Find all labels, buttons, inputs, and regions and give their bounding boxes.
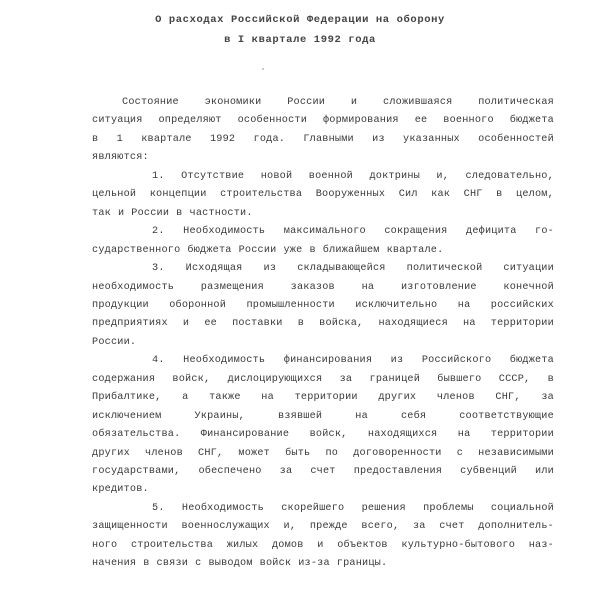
word: территории	[490, 318, 554, 330]
word: Главными	[303, 133, 354, 145]
word: продукции	[92, 299, 149, 311]
word: связи	[156, 558, 189, 570]
word: строительства	[130, 539, 214, 551]
word: предоставления	[353, 466, 443, 477]
text-line	[92, 539, 554, 553]
word: необходимость	[92, 281, 175, 293]
word: года.	[253, 133, 286, 145]
word: из-за	[298, 558, 330, 570]
word: других	[92, 447, 130, 459]
word: исключением	[92, 410, 162, 422]
text-line	[92, 133, 554, 147]
word: обязательства.	[92, 429, 181, 441]
word: заказов	[290, 281, 335, 293]
word: на	[457, 429, 471, 441]
text-line	[92, 299, 554, 313]
word: как	[431, 189, 451, 201]
text-line	[92, 244, 554, 258]
word: членов	[436, 392, 475, 404]
word: Финансирование	[200, 429, 290, 441]
word: независимыми	[478, 447, 554, 459]
word: 1992	[209, 133, 236, 145]
word: дислоцирующихся	[227, 373, 323, 385]
word: экономики	[204, 97, 262, 108]
text-line	[92, 520, 554, 534]
word: российских	[490, 299, 554, 311]
text-line	[152, 170, 554, 184]
word: из	[390, 355, 404, 367]
word: Отсутствие	[181, 170, 245, 182]
word: войск	[259, 558, 292, 570]
word: квартале	[141, 133, 192, 145]
word: сложившаяся	[383, 97, 453, 108]
word: в	[176, 207, 183, 219]
word: оборонной	[169, 299, 227, 311]
word: находящиеся	[378, 318, 448, 330]
text-line	[122, 96, 554, 110]
word: из	[372, 133, 385, 145]
word: начения	[92, 558, 137, 570]
word: частности.	[189, 207, 253, 219]
word: кредитов.	[92, 484, 149, 496]
word: счет	[310, 466, 336, 477]
word: также	[209, 392, 241, 404]
word: бывшего	[437, 373, 482, 385]
word: прежде	[309, 521, 348, 533]
word: Российского	[421, 355, 492, 367]
word: России	[131, 207, 170, 219]
word: и,	[283, 521, 297, 533]
document-title-line-1: О расходах Российской Федерации на оборону	[155, 14, 445, 26]
word: Исходящая	[185, 263, 243, 275]
word: с	[456, 447, 464, 459]
word: России	[238, 244, 277, 256]
text-line	[152, 502, 554, 516]
word: сокращения	[384, 226, 448, 238]
word: наз-	[528, 539, 554, 551]
word: строительства	[220, 189, 303, 201]
word: военной	[308, 170, 353, 182]
word: Необходимость	[183, 355, 266, 367]
word: политической	[406, 263, 483, 275]
word: защищенности	[92, 521, 168, 533]
word: формирования	[322, 115, 399, 127]
word: ее	[204, 318, 217, 330]
word: домов	[271, 539, 304, 551]
word: цельной	[92, 189, 137, 201]
word: ного	[92, 539, 118, 551]
word: ситуация	[92, 115, 143, 127]
word: договоренности	[353, 447, 442, 459]
word: на	[261, 392, 274, 404]
text-line	[92, 465, 554, 479]
word: следовательно,	[465, 170, 554, 182]
text-line	[92, 391, 554, 405]
word: Сил	[398, 189, 418, 201]
document-title-line-2: в I квартале 1992 года	[224, 34, 376, 46]
word: взявшей	[278, 410, 323, 422]
text-line	[152, 262, 554, 276]
word: дефицита	[466, 226, 517, 238]
word: в	[309, 244, 316, 256]
text-line	[92, 207, 554, 221]
word: политическая	[478, 97, 554, 108]
text-line	[92, 317, 554, 331]
word: социальной	[490, 502, 554, 514]
word: других	[378, 392, 417, 404]
word: по	[325, 447, 339, 459]
word: СССР,	[498, 373, 531, 385]
word: 2.	[152, 226, 165, 238]
word: в	[547, 373, 554, 385]
word: складывающейся	[297, 263, 386, 275]
word: указанных	[403, 133, 460, 145]
word: ее	[414, 115, 428, 127]
word: максимального	[283, 226, 366, 238]
word: предприятиях	[92, 318, 168, 330]
word: за	[339, 373, 353, 385]
word: и	[317, 539, 324, 551]
word: особенностей	[478, 133, 554, 145]
word: и,	[436, 170, 450, 182]
word: за	[541, 392, 554, 404]
word: го-	[535, 226, 554, 238]
word: или	[535, 466, 554, 477]
word: границей	[369, 373, 421, 385]
text-line	[92, 557, 554, 571]
word: на	[361, 281, 375, 293]
word: особенности	[237, 115, 308, 127]
word: Необходимость	[183, 226, 266, 238]
word: в	[297, 318, 305, 330]
word: Украины,	[194, 410, 245, 422]
word: 1.	[152, 170, 165, 182]
text-line	[92, 373, 554, 387]
word: военного	[443, 115, 494, 127]
word: СНГ	[463, 189, 483, 201]
word: на	[463, 318, 476, 330]
word: проблемы	[423, 502, 474, 514]
word: за	[279, 466, 293, 477]
word: военнослужащих	[181, 521, 270, 533]
word: скорейшего	[281, 502, 345, 514]
word: с	[195, 558, 202, 570]
word: всего,	[361, 521, 400, 533]
word: и	[182, 318, 190, 330]
word: территории	[490, 429, 554, 441]
word: войск,	[172, 373, 211, 385]
word: квартале.	[386, 244, 444, 256]
text-line	[152, 225, 554, 239]
word: промышленности	[246, 299, 335, 311]
word: а	[182, 392, 189, 404]
word: находящихся	[367, 429, 438, 441]
word: Вооруженных	[315, 189, 386, 201]
word: в	[143, 558, 150, 570]
word: быть	[285, 447, 311, 459]
word: СНГ,	[495, 392, 521, 404]
word: и	[117, 207, 125, 219]
word: концепции	[149, 189, 207, 201]
word: 5.	[152, 502, 165, 514]
text-line	[92, 410, 554, 424]
word: дополнитель-	[478, 521, 554, 533]
word: исключительно	[355, 299, 438, 311]
word: счет	[439, 521, 465, 533]
word: объектов	[337, 539, 388, 551]
word: целом,	[516, 189, 554, 201]
word: ближайшем	[322, 244, 380, 256]
word: и	[350, 97, 358, 108]
word: Необходимость	[181, 502, 264, 514]
word: культурно-бытового	[401, 539, 516, 551]
word: бюджета	[509, 115, 554, 127]
word: обеспечено	[198, 466, 262, 477]
word: субвенций	[460, 466, 517, 477]
word: России	[287, 97, 326, 108]
word: России.	[92, 336, 137, 348]
word: так	[92, 207, 111, 219]
text-line	[92, 188, 554, 202]
scan-speck	[262, 68, 264, 70]
word: членов	[145, 447, 183, 459]
word: изготовление	[400, 281, 477, 293]
text-line	[92, 483, 554, 497]
word: границы.	[336, 558, 388, 570]
word: являются:	[92, 152, 149, 164]
word: 1	[116, 133, 123, 145]
word: конечной	[503, 281, 554, 293]
word: из	[263, 263, 277, 275]
word: войск,	[309, 429, 348, 441]
word: может	[238, 447, 270, 459]
word: Прибалтике,	[92, 392, 162, 404]
word: бюджета	[509, 355, 554, 367]
word: на	[457, 299, 471, 311]
text-line	[92, 151, 554, 165]
word: себя	[400, 410, 427, 422]
word: ситуации	[503, 263, 554, 275]
word: на	[355, 410, 368, 422]
text-line	[92, 447, 554, 461]
word: сударственного	[92, 244, 181, 256]
word: содержания	[92, 373, 156, 385]
word: 3.	[152, 263, 165, 275]
word: уже	[283, 244, 303, 256]
word: размещения	[200, 281, 264, 293]
word: войска,	[319, 318, 364, 330]
text-line	[92, 114, 554, 128]
word: 4.	[152, 355, 165, 367]
word: за	[412, 521, 426, 533]
word: доктрины	[369, 170, 420, 182]
word: бюджета	[187, 244, 232, 256]
word: определяют	[158, 115, 222, 127]
text-line	[92, 336, 554, 350]
word: финансирования	[283, 355, 373, 367]
word: СНГ,	[198, 447, 224, 459]
word: в	[92, 133, 99, 145]
word: соответствующие	[459, 410, 554, 422]
text-line	[152, 354, 554, 368]
word: поставки	[232, 318, 283, 330]
word: в	[496, 189, 503, 201]
text-line	[92, 428, 554, 442]
word: Состояние	[122, 97, 179, 108]
word: решения	[361, 502, 406, 514]
text-line	[92, 281, 554, 295]
word: новой	[260, 170, 293, 182]
word: территории	[294, 392, 358, 404]
word: жилых	[226, 539, 259, 551]
word: выводом	[208, 558, 253, 570]
word: государствами,	[92, 466, 181, 477]
